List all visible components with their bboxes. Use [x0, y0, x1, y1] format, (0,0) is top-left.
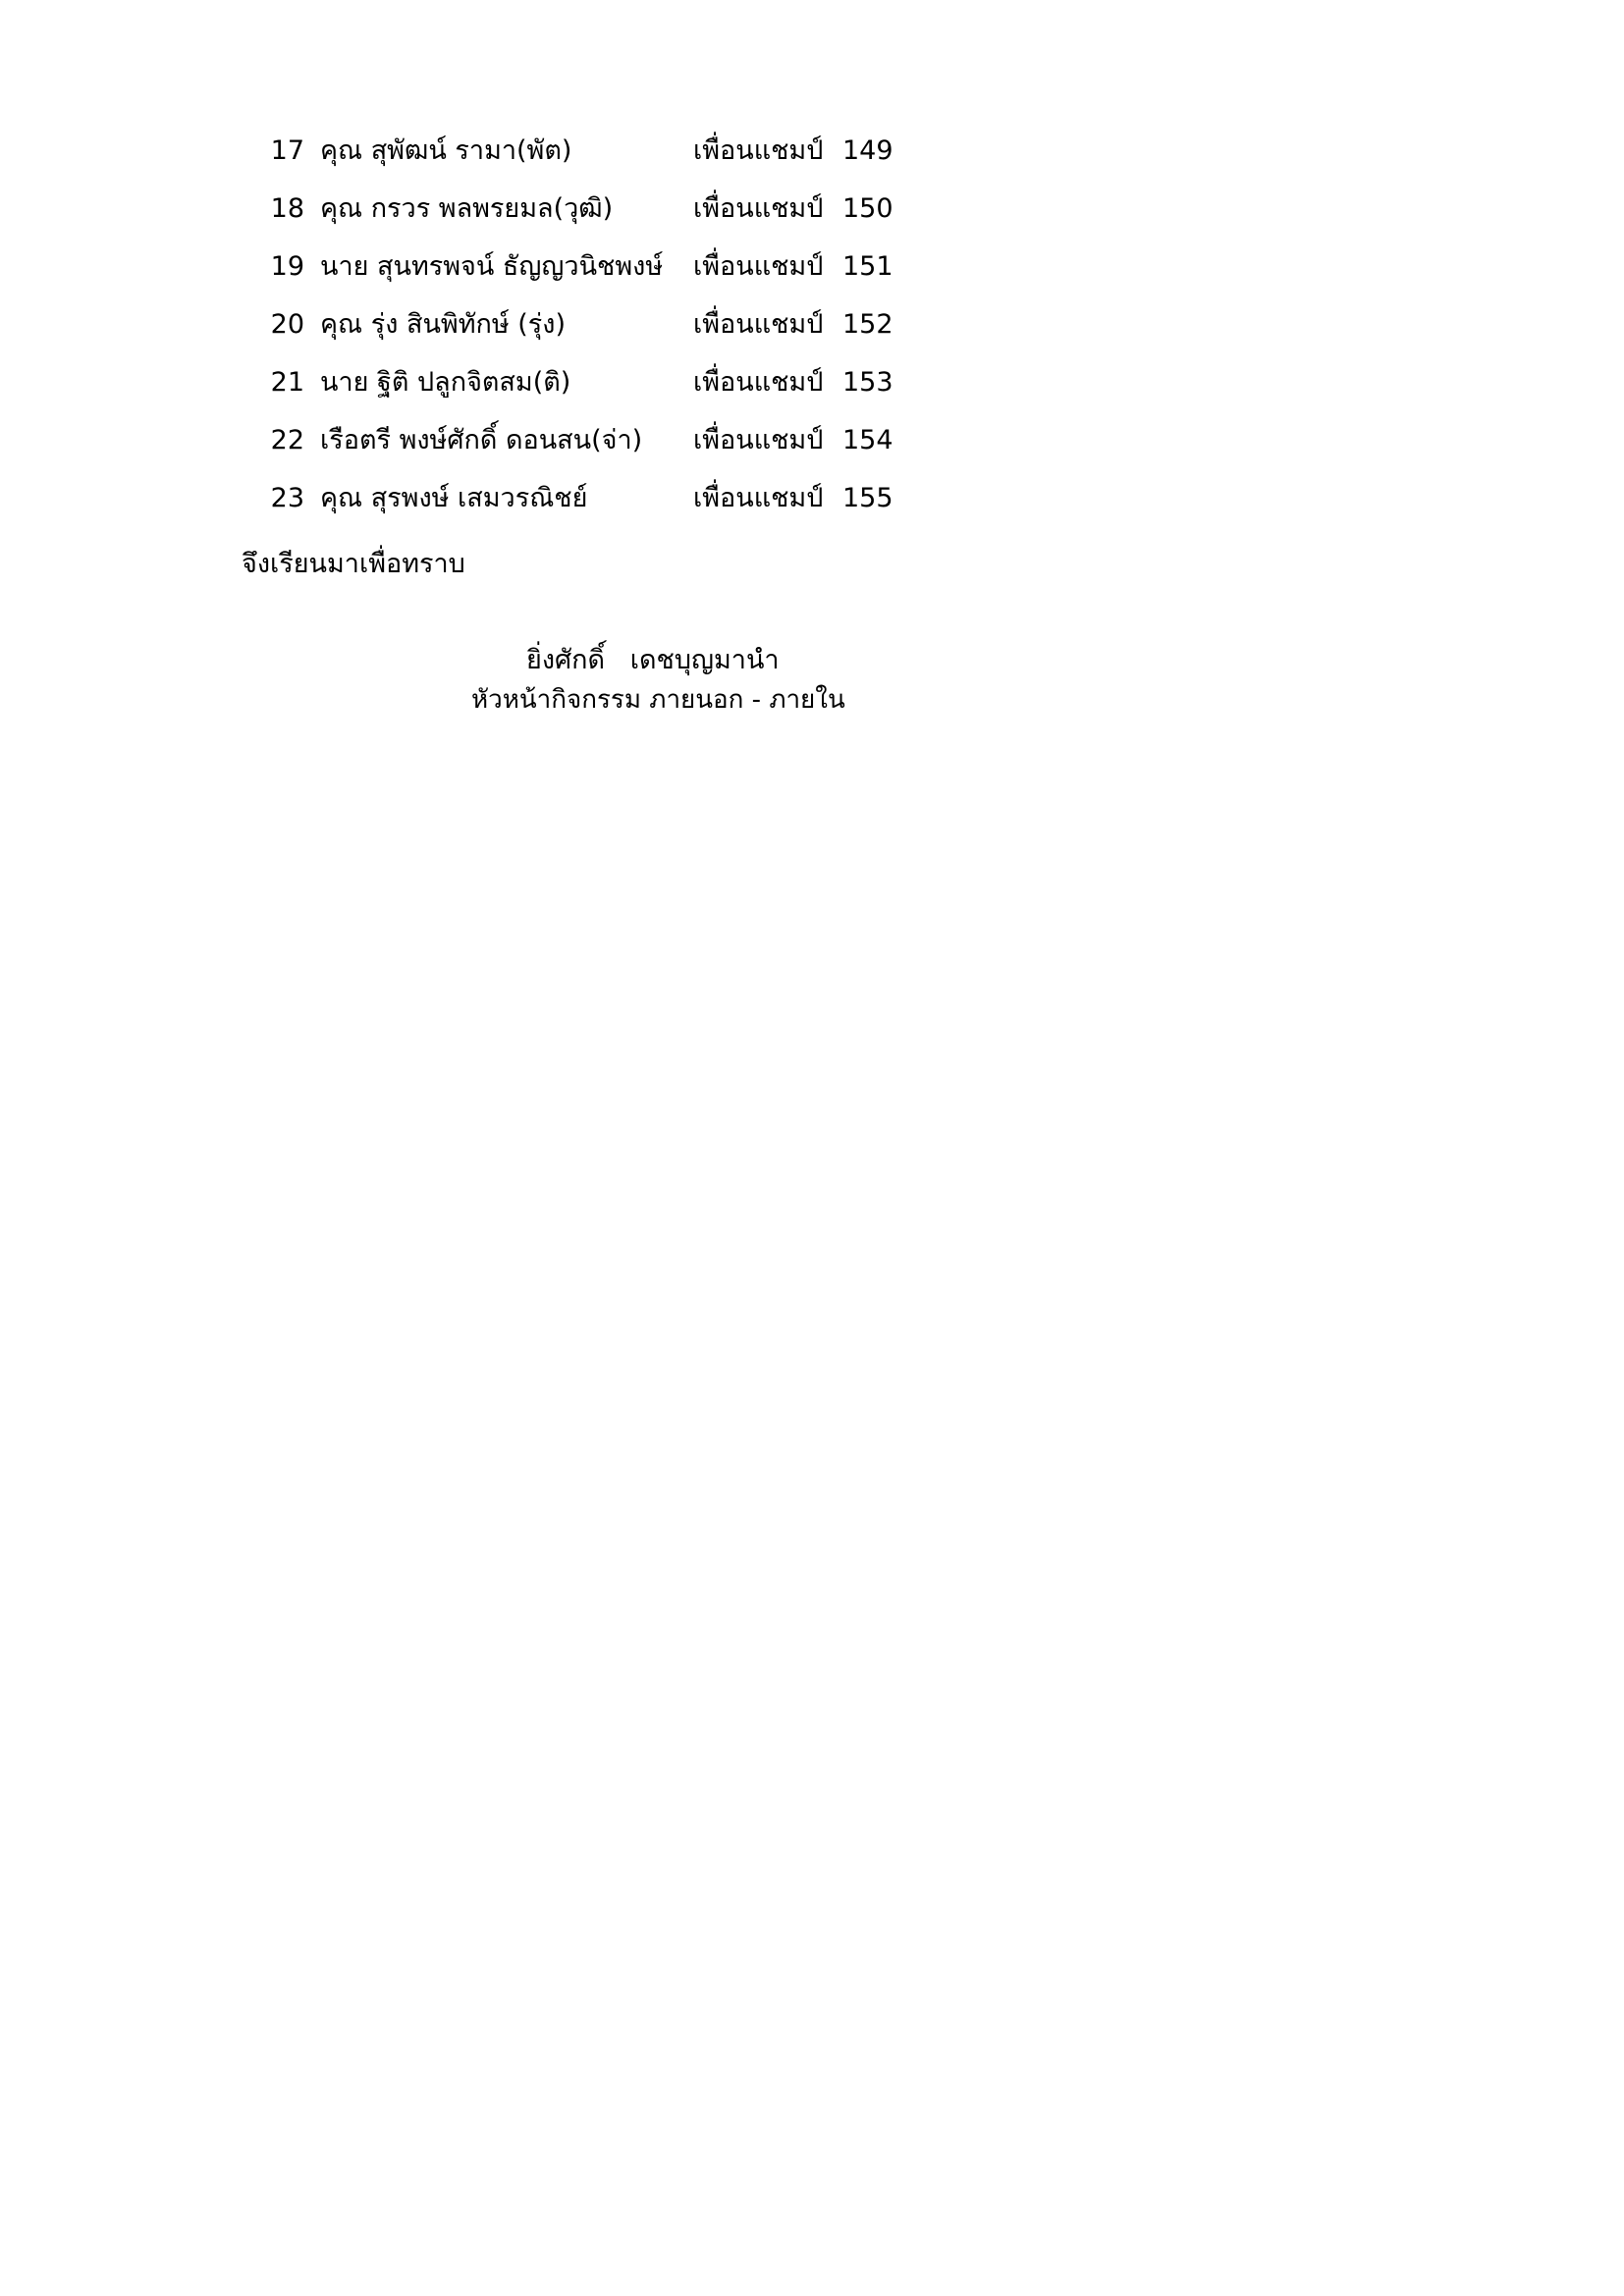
entry-index: 21 — [270, 367, 304, 398]
entry-group: เพื่อนแชมป์ — [693, 367, 824, 398]
entry-number: 152 — [842, 309, 893, 340]
entry-number: 153 — [842, 367, 893, 398]
list-item — [253, 427, 1373, 485]
entry-number: 149 — [842, 135, 893, 166]
entry-number: 151 — [842, 251, 893, 282]
entry-group: เพื่อนแชมป์ — [693, 425, 824, 455]
list-item — [253, 137, 1373, 195]
entry-number: 150 — [842, 193, 893, 224]
entry-name: คุณ รุ่ง สินพิทักษ์ (รุ่ง) — [320, 309, 566, 340]
signature-block — [253, 641, 1373, 720]
entry-name: นาย ฐิติ ปลูกจิตสม(ติ) — [320, 367, 571, 398]
list-item — [253, 195, 1373, 253]
entry-group: เพื่อนแชมป์ — [693, 483, 824, 513]
document-body — [242, 135, 1373, 720]
member-list — [253, 137, 1373, 543]
list-item — [253, 369, 1373, 427]
entry-name: คุณ สุพัฒน์ รามา(พัต) — [320, 135, 572, 166]
entry-number: 155 — [842, 483, 893, 513]
list-item — [253, 311, 1373, 369]
entry-group: เพื่อนแชมป์ — [693, 251, 824, 282]
entry-group: เพื่อนแชมป์ — [693, 135, 824, 166]
entry-group: เพื่อนแชมป์ — [693, 193, 824, 224]
entry-index: 19 — [270, 251, 304, 282]
entry-index: 17 — [270, 135, 304, 166]
signatory-title: หัวหน้ากิจกรรม ภายนอก - ภายใน — [471, 684, 845, 715]
entry-name: นาย สุนทรพจน์ ธัญญวนิชพงษ์ — [320, 251, 664, 282]
entry-index: 22 — [270, 425, 304, 455]
entry-index: 23 — [270, 483, 304, 513]
list-item — [253, 253, 1373, 311]
signatory-name: ยิ่งศักดิ์ เดชบุญมานำ — [526, 645, 780, 676]
entry-number: 154 — [842, 425, 893, 455]
closing-statement: จึงเรียนมาเพื่อทราบ — [242, 549, 465, 579]
entry-index: 20 — [270, 309, 304, 340]
entry-name: คุณ กรวร พลพรยมล(วุฒิ) — [320, 193, 614, 224]
entry-index: 18 — [270, 193, 304, 224]
entry-name: คุณ สุรพงษ์ เสมวรณิชย์ — [320, 483, 588, 513]
entry-name: เรือตรี พงษ์ศักดิ์ ดอนสน(จ่า) — [320, 425, 643, 455]
entry-group: เพื่อนแชมป์ — [693, 309, 824, 340]
list-item — [253, 485, 1373, 543]
